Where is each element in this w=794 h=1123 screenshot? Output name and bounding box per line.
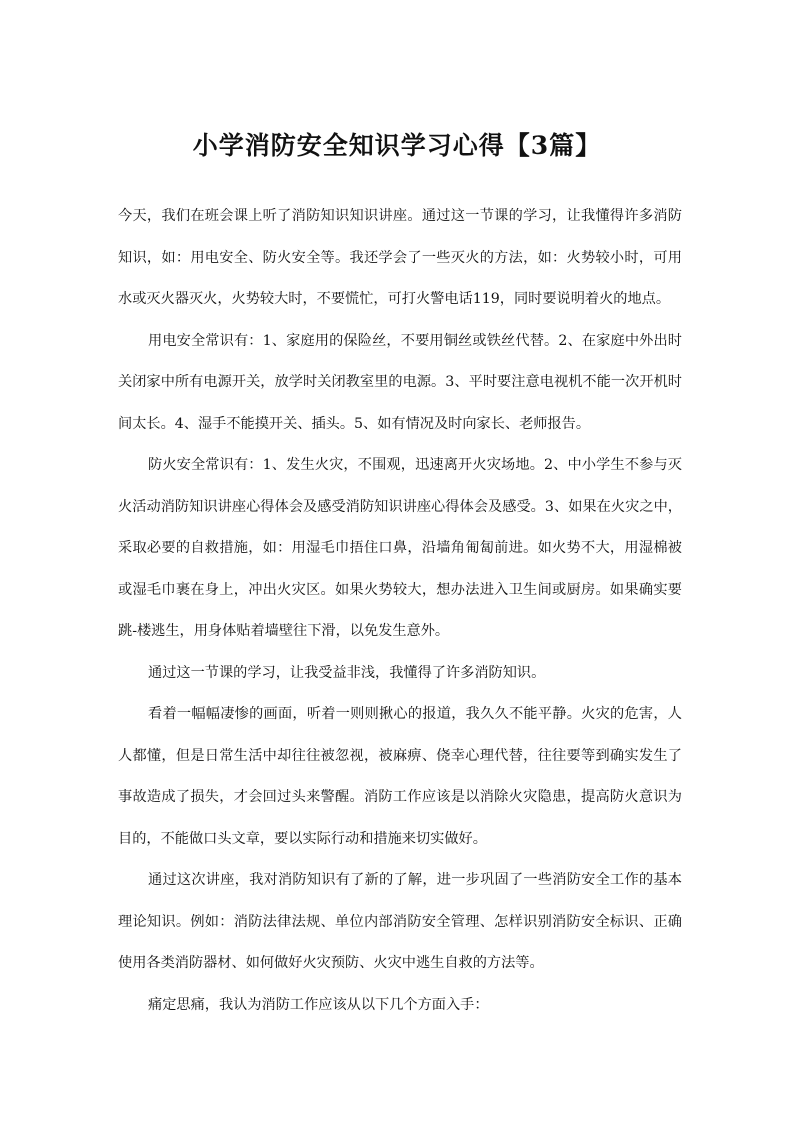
paragraph-lecture-knowledge: 通过这次讲座，我对消防知识有了新的了解，进一步巩固了一些消防安全工作的基本理论知识。例如：消防法律法规、单位内部消防安全管理、怎样识别消防安全标识、正确使用各类消防器材、如何做好火灾预防、火灾中逃生自救的方法等。 [118,872,682,971]
paragraph-intro: 今天，我们在班会课上听了消防知识知识讲座。通过这一节课的学习，让我懂得许多消防知识，如：用电安全、防火安全等。我还学会了一些灭火的方法，如：火势较小时，可用水或灭火器灭火，火势较大时，不要慌忙，可打火警电话119，同时要说明着火的地点。 [118,208,682,307]
paragraph-fire-safety: 防火安全常识有：1、发生火灾，不围观，迅速离开火灾场地。2、中小学生不参与灭火活动消防知识讲座心得体会及感受消防知识讲座心得体会及感受。3、如果在火灾之中，采取必要的自救措施，如：用湿毛巾捂住口鼻，沿墙角匍匐前进。如火势不大，用湿棉被或湿毛巾裹在身上，冲出火灾区。如果火势较大，想办法进入卫生间或厨房。如果确实要跳-楼逃生，用身体贴着墙壁往下滑，以免发生意外。 [118,457,682,639]
paragraph-benefit: 通过这一节课的学习，让我受益非浅，我懂得了许多消防知识。 [148,664,546,681]
paragraph-conclusion-lead: 痛定思痛，我认为消防工作应该从以下几个方面入手： [148,996,489,1013]
document-body [118,196,682,1026]
paragraph-reflection: 看着一幅幅凄惨的画面，听着一则则揪心的报道，我久久不能平静。火灾的危害，人人都懂，但是日常生活中却往往被忽视，被麻痹、侥幸心理代替，往往要等到确实发生了事故造成了损失，才会回过头来警醒。消防工作应该是以消除火灾隐患，提高防火意识为目的，不能做口头文章，要以实际行动和措施来切实做好。 [118,706,682,847]
document-title: 小学消防安全知识学习心得【3篇】 [192,131,602,160]
paragraph-electric-safety: 用电安全常识有：1、家庭用的保险丝，不要用铜丝或铁丝代替。2、在家庭中外出时关闭家中所有电源开关，放学时关闭教室里的电源。3、平时要注意电视机不能一次开机时间太长。4、湿手不能摸开关、插头。5、如有情况及时向家长、老师报告。 [118,332,682,432]
